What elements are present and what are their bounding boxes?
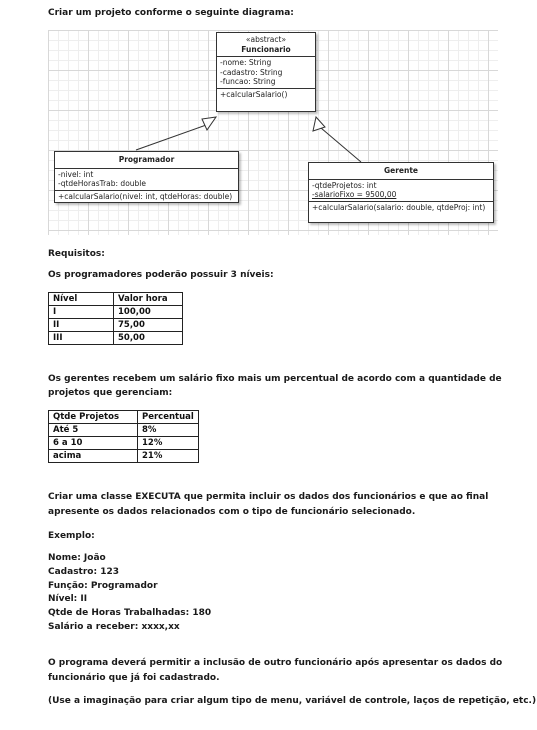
- stereotype: «abstract»: [245, 35, 287, 44]
- method: +calcularSalario(salario: double, qtdeProj: int): [312, 202, 486, 212]
- exemplo-salario: Salário a receber: xxxx,xx: [48, 622, 180, 632]
- table-cell: Até 5: [49, 424, 138, 437]
- nivel-table: [48, 292, 183, 345]
- table-cell: 6 a 10: [49, 437, 138, 450]
- inheritance-arrowhead-icon: [313, 117, 325, 131]
- attribute: -funcao: String: [220, 77, 276, 86]
- attributes-section: [217, 56, 315, 88]
- method: +calcularSalario(): [220, 89, 288, 99]
- methods-section: [309, 201, 493, 223]
- table-row: [49, 424, 199, 437]
- table-cell: 100,00: [114, 306, 183, 319]
- executa-text-line1: Criar uma classe EXECUTA que permita incluir os dados dos funcionários e que ao final: [48, 492, 489, 502]
- method: +calcularSalario(nivel: int, qtdeHoras: double): [58, 191, 233, 201]
- attributes-section: [55, 168, 238, 190]
- gerentes-text-line2: projetos que gerenciam:: [48, 388, 173, 398]
- table-header-row: [49, 293, 183, 306]
- table-row: [49, 450, 199, 463]
- table-row: [49, 332, 183, 345]
- attributes-section: [309, 179, 493, 201]
- table-header: Qtde Projetos: [49, 411, 138, 424]
- exemplo-funcao: Função: Programador: [48, 581, 158, 591]
- table-cell: I: [49, 306, 114, 319]
- exemplo-cadastro: Cadastro: 123: [48, 567, 119, 577]
- table-cell: III: [49, 332, 114, 345]
- attribute: -nome: String: [220, 58, 272, 67]
- table-cell: 12%: [138, 437, 199, 450]
- exemplo-nivel: Nível: II: [48, 594, 88, 604]
- table-cell: 8%: [138, 424, 199, 437]
- table-header: Nível: [49, 293, 114, 306]
- table-header: Percentual: [138, 411, 199, 424]
- table-cell: 50,00: [114, 332, 183, 345]
- exemplo-nome: Nome: João: [48, 553, 106, 563]
- class-name: Funcionario: [241, 44, 291, 54]
- table-row: [49, 437, 199, 450]
- class-name: Programador: [118, 155, 175, 164]
- final-text-line2: funcionário que já foi cadastrado.: [48, 673, 220, 683]
- methods-section: [217, 88, 315, 112]
- table-cell: II: [49, 319, 114, 332]
- attribute: -qtdeHorasTrab: double: [58, 179, 146, 188]
- attribute: -nivel: int: [58, 169, 94, 179]
- table-row: [49, 319, 183, 332]
- class-gerente: [308, 162, 494, 223]
- table-header: Valor hora: [114, 293, 183, 306]
- table-cell: 75,00: [114, 319, 183, 332]
- inheritance-arrowhead-icon: [202, 117, 216, 130]
- table-header-row: [49, 411, 199, 424]
- class-funcionario: [216, 32, 316, 112]
- table-cell: 21%: [138, 450, 199, 463]
- projetos-table: [48, 410, 199, 463]
- table-cell: acima: [49, 450, 138, 463]
- final-text-line1: O programa deverá permitir a inclusão de outro funcionário após apresentar os dados do: [48, 658, 503, 668]
- attribute: -cadastro: String: [220, 67, 283, 77]
- executa-text-line2: apresente os dados relacionados com o tipo de funcionário selecionado.: [48, 507, 416, 517]
- methods-section: [55, 190, 238, 203]
- attribute: -qtdeProjetos: int: [312, 180, 377, 190]
- intro-text: Criar um projeto conforme o seguinte diagrama:: [48, 8, 294, 18]
- exemplo-label: Exemplo:: [48, 531, 95, 541]
- final-text-line3: (Use a imaginação para criar algum tipo de menu, variável de controle, laços de repetição, etc.): [48, 696, 537, 706]
- table-row: [49, 306, 183, 319]
- class-name: Gerente: [383, 166, 419, 175]
- exemplo-horas: Qtde de Horas Trabalhadas: 180: [48, 608, 212, 618]
- gerentes-text-line1: Os gerentes recebem um salário fixo mais um percentual de acordo com a quantidade de: [48, 374, 502, 384]
- requisitos-label: Requisitos:: [48, 249, 105, 259]
- attribute: -salarioFixo = 9500,00: [312, 190, 397, 199]
- class-programador: [54, 151, 239, 203]
- programadores-text: Os programadores poderão possuir 3 níveis:: [48, 270, 274, 280]
